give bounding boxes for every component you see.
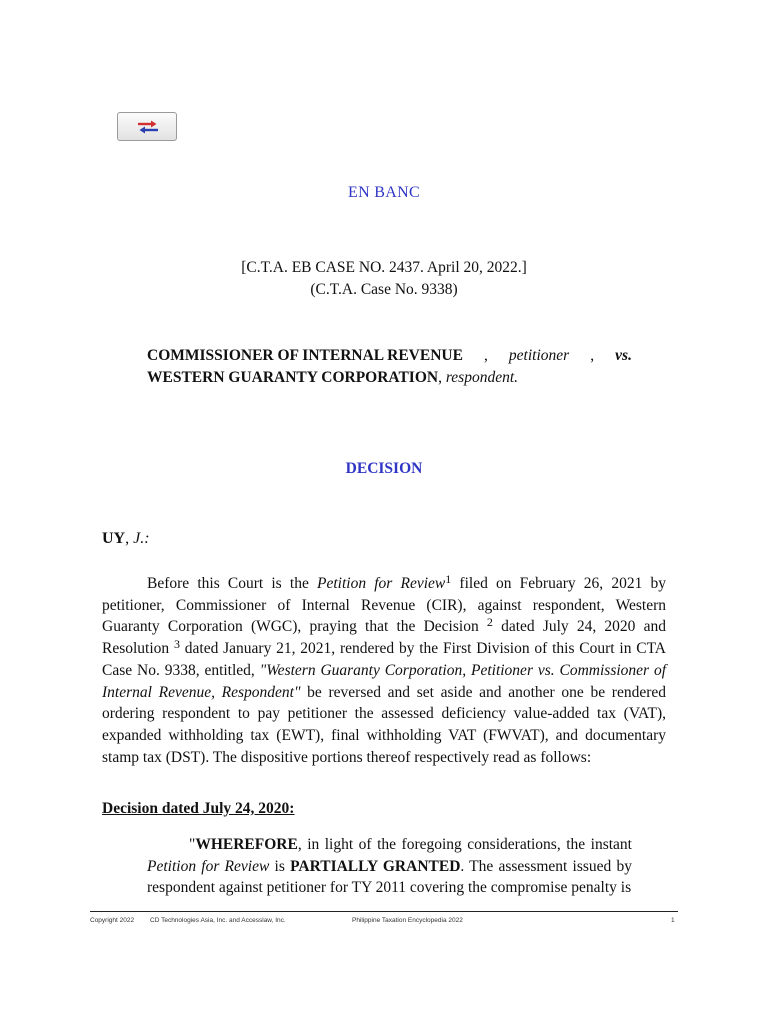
footer-publication: Philippine Taxation Encyclopedia 2022 [352, 917, 463, 924]
respondent-name: WESTERN GUARANTY CORPORATION [147, 369, 439, 386]
opening-paragraph: Before this Court is the Petition for Review$^1$ filed on February 26, 2021 by petitioner, Commissioner of Internal Revenue (CIR), against respondent, Western Guaranty Corporation (WGC), praying that the Decision $^2$ dated July 24, 2020 and Resolution $^3$ dated January 21, 2021, rendered by the First Division of this Court in CTA Case No. 9338, entitled, "Western Guaranty Corporation, Petitioner vs. Commissioner of Internal Revenue, Respondent" be reversed and set aside and another one be rendered ordering respondent to pay petitioner the assessed deficiency value-added tax (VAT), expanded withholding tax (EWT), final withholding VAT (FWVAT), and documentary stamp tax (DST). The dispositive portions thereof respectively read as follows: [102, 572, 666, 766]
footer-page-number: 1 [671, 917, 675, 924]
footnote-ref-3[interactable]: 3 [173, 637, 180, 652]
petitioner-role: petitioner [508, 347, 570, 364]
respondent-role: respondent. [445, 369, 519, 386]
footnote-ref-1[interactable]: 1 [445, 572, 452, 586]
decision-heading: DECISION [345, 460, 423, 477]
versus-label: vs. [615, 347, 632, 364]
ponente-title: J.: [133, 530, 150, 547]
lower-case-number: (C.T.A. Case No. 9338) [310, 281, 458, 298]
footer-copyright: Copyright 2022 [90, 917, 135, 924]
footer-divider [90, 911, 678, 912]
swap-view-button[interactable] [117, 112, 177, 141]
petitioner-name: COMMISSIONER OF INTERNAL REVENUE [147, 347, 463, 364]
decision-dated-label: Decision dated July 24, 2020: [102, 800, 295, 817]
footer-company: CD Technologies Asia, Inc. and Accesslaw, Inc. [150, 917, 286, 924]
ponente: UY, J.: [102, 530, 150, 547]
case-number: [C.T.A. EB CASE NO. 2437. April 20, 2022.] [241, 259, 527, 276]
case-parties: COMMISSIONER OF INTERNAL REVENUE , petitioner , vs. WESTERN GUARANTY CORPORATION, respondent. [147, 347, 632, 386]
dispositive-quote: "WHEREFORE, in light of the foregoing considerations, the instant Petition for Review is PARTIALLY GRANTED. The assessment issued by respondent against petitioner for TY 2011 covering the compromise penalty is [147, 836, 633, 897]
footnote-ref-2[interactable]: 2 [486, 615, 493, 630]
swap-arrows-icon [136, 119, 160, 135]
division-heading: EN BANC [348, 184, 420, 201]
ponente-name: UY [102, 530, 126, 547]
